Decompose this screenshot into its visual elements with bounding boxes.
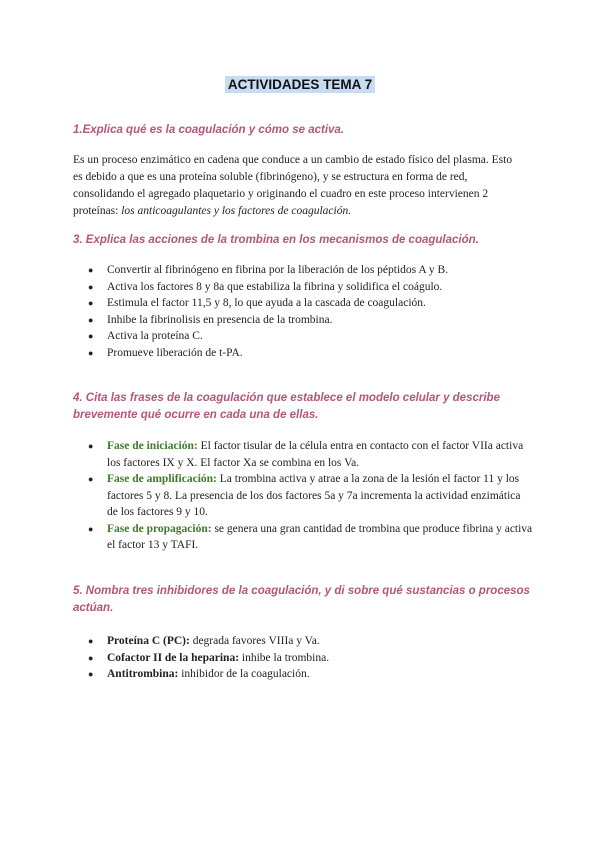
bullet-icon: ●	[88, 314, 94, 325]
phase-text: La trombina activa y atrae a la zona de la lesión el factor 11 y los factores 5 y 8. La presencia de los dos factores 5a y 7a incrementa la actividad enzimática de los factores 9 y 10.	[107, 473, 521, 518]
coagulation-phases-list	[73, 438, 533, 554]
bullet-icon: ●	[88, 669, 94, 679]
inhibitor-text: inhibidor de la coagulación.	[178, 668, 310, 680]
bullet-icon: ●	[88, 298, 94, 308]
phase-text: se genera una gran cantidad de trombina que produce fibrina y activa el factor 13 y TAFI.	[107, 522, 533, 551]
bullet-icon: ●	[88, 331, 94, 341]
thrombin-actions-list	[73, 262, 533, 361]
bullet-icon: ●	[88, 281, 94, 292]
phase-label: Fase de iniciación:	[107, 440, 198, 452]
list-item	[73, 262, 533, 279]
bullet-icon: ●	[88, 265, 94, 275]
list-item-text: Estimula el factor 11,5 y 8, lo que ayuda a la cascada de coagulación.	[107, 297, 426, 309]
list-item	[73, 345, 533, 362]
bullet-icon: ●	[88, 441, 94, 451]
list-item-text: Promueve liberación de t-PA.	[107, 346, 243, 359]
inhibitor-label: Cofactor II de la heparina:	[107, 651, 240, 664]
list-item-text: Convertir al fibrinógeno en fibrina por la liberación de los péptidos A y B.	[107, 264, 449, 276]
list-item	[73, 312, 533, 329]
bullet-icon: ●	[88, 474, 94, 484]
list-item	[73, 633, 533, 650]
list-item	[73, 328, 533, 345]
list-item-text: Activa los factores 8 y 8a que estabiliza la fibrina y solidifica el coágulo.	[107, 280, 443, 293]
inhibitor-text: inhibe la trombina.	[239, 651, 330, 664]
question-3: 3. Explica las acciones de la trombina en los mecanismos de coagulación.	[73, 234, 479, 246]
title-text: ACTIVIDADES TEMA 7	[225, 76, 375, 93]
answer-1	[73, 152, 523, 220]
question-4: 4. Cita las frases de la coagulación que establece el modelo celular y describe brevemente qué ocurre en cada una de ellas.	[73, 392, 500, 421]
phase-label: Fase de propagación:	[107, 522, 212, 535]
bullet-icon: ●	[88, 523, 94, 534]
bullet-icon: ●	[88, 636, 94, 646]
list-item	[73, 295, 533, 312]
inhibitor-label: Antitrombina:	[107, 668, 179, 680]
list-item	[73, 438, 533, 471]
phase-text: El factor tisular de la célula entra en contacto con el factor VIIa activa los factores IX y X. El factor Xa se combina en los Va.	[107, 440, 524, 469]
list-item-text: Inhibe la fibrinolisis en presencia de la trombina.	[107, 313, 333, 326]
inhibitors-list	[73, 633, 533, 683]
answer-1-text: Es un proceso enzimático en cadena que conduce a un cambio de estado físico del plasma. Esto es debido a que es una proteína soluble (fibrinógeno), y se estructura en forma de red, consolidando el agregado plaquetario y originando el cuadro en este proceso intervienen 2 proteínas:	[73, 154, 513, 217]
list-item	[73, 521, 533, 554]
document-title	[0, 76, 600, 94]
list-item	[73, 471, 533, 521]
list-item	[73, 650, 533, 667]
question-5: 5. Nombra tres inhibidores de la coagulación, y di sobre qué sustancias o procesos actúan.	[73, 585, 530, 614]
bullet-icon: ●	[88, 652, 94, 663]
inhibitor-text: degrada favores VIIIa y Va.	[189, 635, 320, 647]
list-item-text: Activa la proteína C.	[107, 330, 203, 342]
answer-1-italic: los anticoagulantes y los factores de coagulación.	[121, 205, 352, 217]
inhibitor-label: Proteína C (PC):	[107, 635, 190, 647]
question-1: 1.Explica qué es la coagulación y cómo se activa.	[73, 124, 345, 136]
list-item	[73, 666, 533, 683]
phase-label: Fase de amplificación:	[107, 473, 217, 485]
bullet-icon: ●	[88, 347, 94, 358]
list-item	[73, 279, 533, 296]
